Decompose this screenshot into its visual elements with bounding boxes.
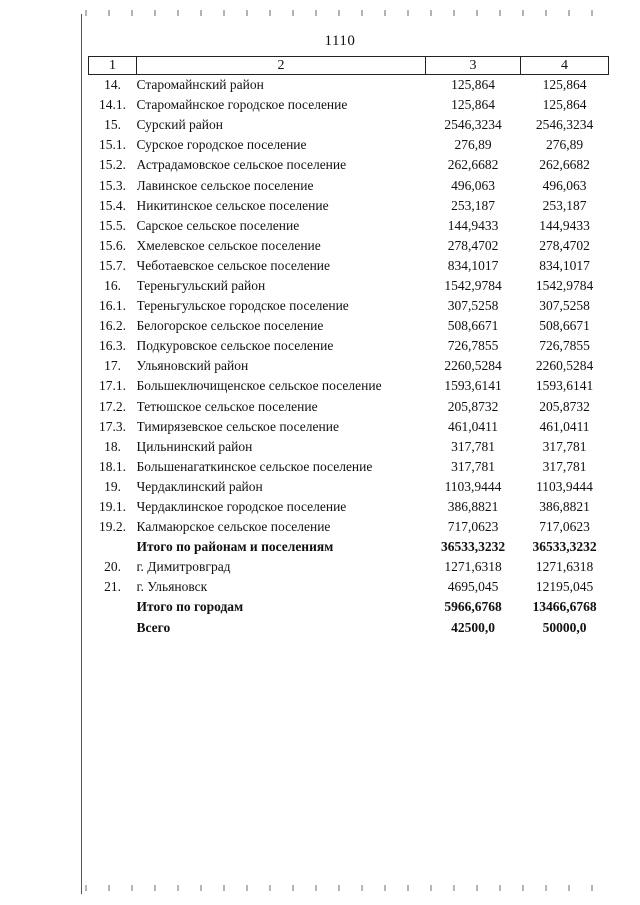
row-number: 16.3. (99, 338, 126, 354)
header-row (89, 57, 609, 75)
row-number: 17.1. (99, 378, 126, 394)
row-value-col4: 144,9433 (539, 217, 590, 233)
row-name: Лавинское сельское поселение (136, 177, 314, 193)
row-value-col4: 726,7855 (539, 338, 590, 354)
row-name: Сарское сельское поселение (136, 217, 300, 233)
row-name: Всего (136, 619, 171, 635)
row-number: 19.1. (99, 499, 126, 515)
row-value-col4: 13466,6768 (532, 599, 597, 615)
row-value-col3: 36533,3232 (440, 539, 506, 555)
table-row (89, 477, 609, 497)
row-value-col3: 1271,6318 (444, 559, 502, 575)
row-name: Цильнинский район (136, 438, 253, 454)
row-value-col4: 12195,045 (535, 579, 594, 595)
column-header-2: 2 (137, 57, 426, 75)
row-value-col4: 307,5258 (539, 298, 590, 314)
table-row (89, 437, 609, 457)
table-row (89, 75, 609, 96)
row-value-col3: 1593,6141 (444, 378, 502, 394)
table-header (89, 57, 609, 75)
table-row (89, 196, 609, 216)
row-value-col4: 508,6671 (539, 318, 590, 334)
row-value-col3: 278,4702 (447, 237, 499, 253)
row-name: Подкуровское сельское поселение (136, 338, 334, 354)
row-value-col4: 317,781 (542, 458, 587, 474)
table-body (89, 75, 609, 638)
row-value-col4: 278,4702 (539, 237, 590, 253)
table-row (89, 376, 609, 396)
column-header-4: 4 (521, 57, 609, 75)
row-value-col3: 125,864 (451, 77, 495, 93)
row-name: Чердаклинский район (136, 478, 263, 494)
row-number: 14.1. (99, 97, 126, 113)
row-value-col4: 125,864 (542, 97, 587, 113)
row-value-col3: 2546,3234 (444, 117, 502, 133)
row-name: Сурский район (136, 117, 223, 133)
row-value-col3: 144,9433 (447, 217, 499, 233)
row-value-col3: 386,8821 (447, 499, 499, 515)
row-value-col4: 50000,0 (542, 619, 587, 635)
row-number: 21. (104, 579, 121, 595)
row-value-col4: 276,89 (545, 137, 584, 153)
row-value-col3: 276,89 (454, 137, 492, 153)
row-value-col3: 508,6671 (447, 318, 499, 334)
table-row (89, 577, 609, 597)
row-value-col3: 125,864 (451, 97, 495, 113)
row-value-col4: 253,187 (542, 197, 587, 213)
row-value-col4: 386,8821 (539, 499, 590, 515)
row-value-col3: 1103,9444 (444, 478, 502, 494)
row-number: 15.7. (99, 257, 126, 273)
row-name: Никитинское сельское поселение (136, 197, 329, 213)
row-number: 20. (104, 559, 121, 575)
row-value-col4: 1593,6141 (535, 378, 594, 394)
row-name: Тереньгульское городское поселение (136, 298, 349, 314)
row-number: 16.1. (99, 298, 126, 314)
row-number (89, 537, 137, 557)
table-row (89, 256, 609, 276)
row-name: Тереньгульский район (136, 277, 266, 293)
row-value-col4: 36533,3232 (532, 539, 597, 555)
table-row (89, 95, 609, 115)
row-name: Ульяновский район (136, 358, 249, 374)
row-number: 15.3. (99, 177, 126, 193)
scan-margin-marks-bottom (85, 885, 605, 891)
row-number (89, 618, 137, 638)
table-row (89, 276, 609, 296)
row-name: Чеботаевское сельское поселение (136, 257, 331, 273)
row-name: Большеключищенское сельское поселение (136, 378, 382, 394)
row-name: Итого по районам и поселениям (136, 539, 334, 555)
row-number: 15.5. (99, 217, 126, 233)
column-header-3: 3 (426, 57, 521, 75)
row-value-col3: 2260,5284 (444, 358, 502, 374)
row-value-col4: 1542,9784 (535, 277, 594, 293)
row-value-col4: 262,6682 (539, 157, 590, 173)
row-value-col3: 317,781 (451, 438, 495, 454)
column-header-1: 1 (89, 57, 137, 75)
row-value-col3: 205,8732 (447, 398, 499, 414)
row-number: 14. (104, 77, 121, 93)
row-value-col3: 496,063 (451, 177, 495, 193)
table-row (89, 597, 609, 617)
table-row (89, 336, 609, 356)
row-number: 17.2. (99, 398, 126, 414)
row-value-col4: 125,864 (542, 77, 587, 93)
row-value-col4: 2546,3234 (535, 117, 594, 133)
row-number: 15.6. (99, 237, 126, 253)
table-row (89, 316, 609, 336)
row-value-col3: 5966,6768 (444, 599, 502, 615)
row-number: 15.1. (99, 137, 126, 153)
row-value-col3: 726,7855 (447, 338, 499, 354)
row-value-col4: 205,8732 (539, 398, 590, 414)
table-row (89, 417, 609, 437)
table-row (89, 397, 609, 417)
row-number: 19. (104, 478, 121, 494)
row-value-col3: 317,781 (451, 458, 495, 474)
table-row (89, 537, 609, 557)
row-value-col4: 1103,9444 (536, 478, 593, 494)
table-row (89, 135, 609, 155)
row-name: Белогорское сельское поселение (136, 318, 324, 334)
table-row (89, 175, 609, 195)
row-value-col4: 496,063 (542, 177, 587, 193)
row-name: Сурское городское поселение (136, 137, 307, 153)
row-name: Астрадамовское сельское поселение (136, 157, 347, 173)
allocation-table (88, 56, 609, 638)
row-name: Тетюшское сельское поселение (136, 398, 318, 414)
table-row (89, 115, 609, 135)
row-name: Старомайнский район (136, 77, 264, 93)
row-number: 16. (104, 277, 121, 293)
row-number: 15. (104, 117, 121, 133)
row-name: Тимирязевское сельское поселение (136, 418, 339, 434)
row-number: 17. (104, 358, 121, 374)
table-row (89, 557, 609, 577)
row-value-col3: 461,0411 (447, 418, 499, 434)
row-name: г. Димитровград (136, 559, 231, 575)
row-name: Чердаклинское городское поселение (136, 499, 347, 515)
table-row (89, 618, 609, 638)
table-row (89, 155, 609, 175)
table-row (89, 457, 609, 477)
row-value-col4: 834,1017 (539, 257, 590, 273)
row-number: 15.4. (99, 197, 126, 213)
row-value-col4: 717,0623 (539, 519, 590, 535)
table-row (89, 236, 609, 256)
row-value-col3: 717,0623 (447, 519, 499, 535)
row-name: г. Ульяновск (136, 579, 208, 595)
left-margin-rule (81, 14, 82, 894)
row-number: 15.2. (99, 157, 126, 173)
row-value-col3: 42500,0 (451, 619, 495, 635)
row-name: Большенагаткинское сельское поселение (136, 458, 373, 474)
table-row (89, 497, 609, 517)
row-value-col4: 2260,5284 (535, 358, 594, 374)
table-row (89, 216, 609, 236)
row-value-col3: 307,5258 (447, 298, 499, 314)
row-number: 16.2. (99, 318, 126, 334)
row-value-col3: 834,1017 (447, 257, 499, 273)
row-value-col4: 317,781 (542, 438, 587, 454)
row-number: 18.1. (99, 458, 126, 474)
row-name: Старомайнское городское поселение (136, 97, 348, 113)
table-row (89, 356, 609, 376)
row-number: 17.3. (99, 418, 126, 434)
table-row (89, 517, 609, 537)
scan-margin-marks-top (85, 10, 605, 16)
row-value-col3: 262,6682 (447, 157, 499, 173)
row-number: 19.2. (99, 519, 126, 535)
row-number (89, 597, 137, 617)
row-number: 18. (104, 438, 121, 454)
row-value-col3: 1542,9784 (444, 277, 502, 293)
row-name: Хмелевское сельское поселение (136, 237, 321, 253)
row-name: Итого по городам (136, 599, 244, 615)
table-row (89, 296, 609, 316)
page-number: 1110 (324, 33, 356, 49)
row-value-col4: 1271,6318 (535, 559, 594, 575)
row-name: Калмаюрское сельское поселение (136, 519, 331, 535)
row-value-col3: 253,187 (451, 197, 495, 213)
row-value-col4: 461,0411 (539, 418, 590, 434)
row-value-col3: 4695,045 (447, 579, 499, 595)
